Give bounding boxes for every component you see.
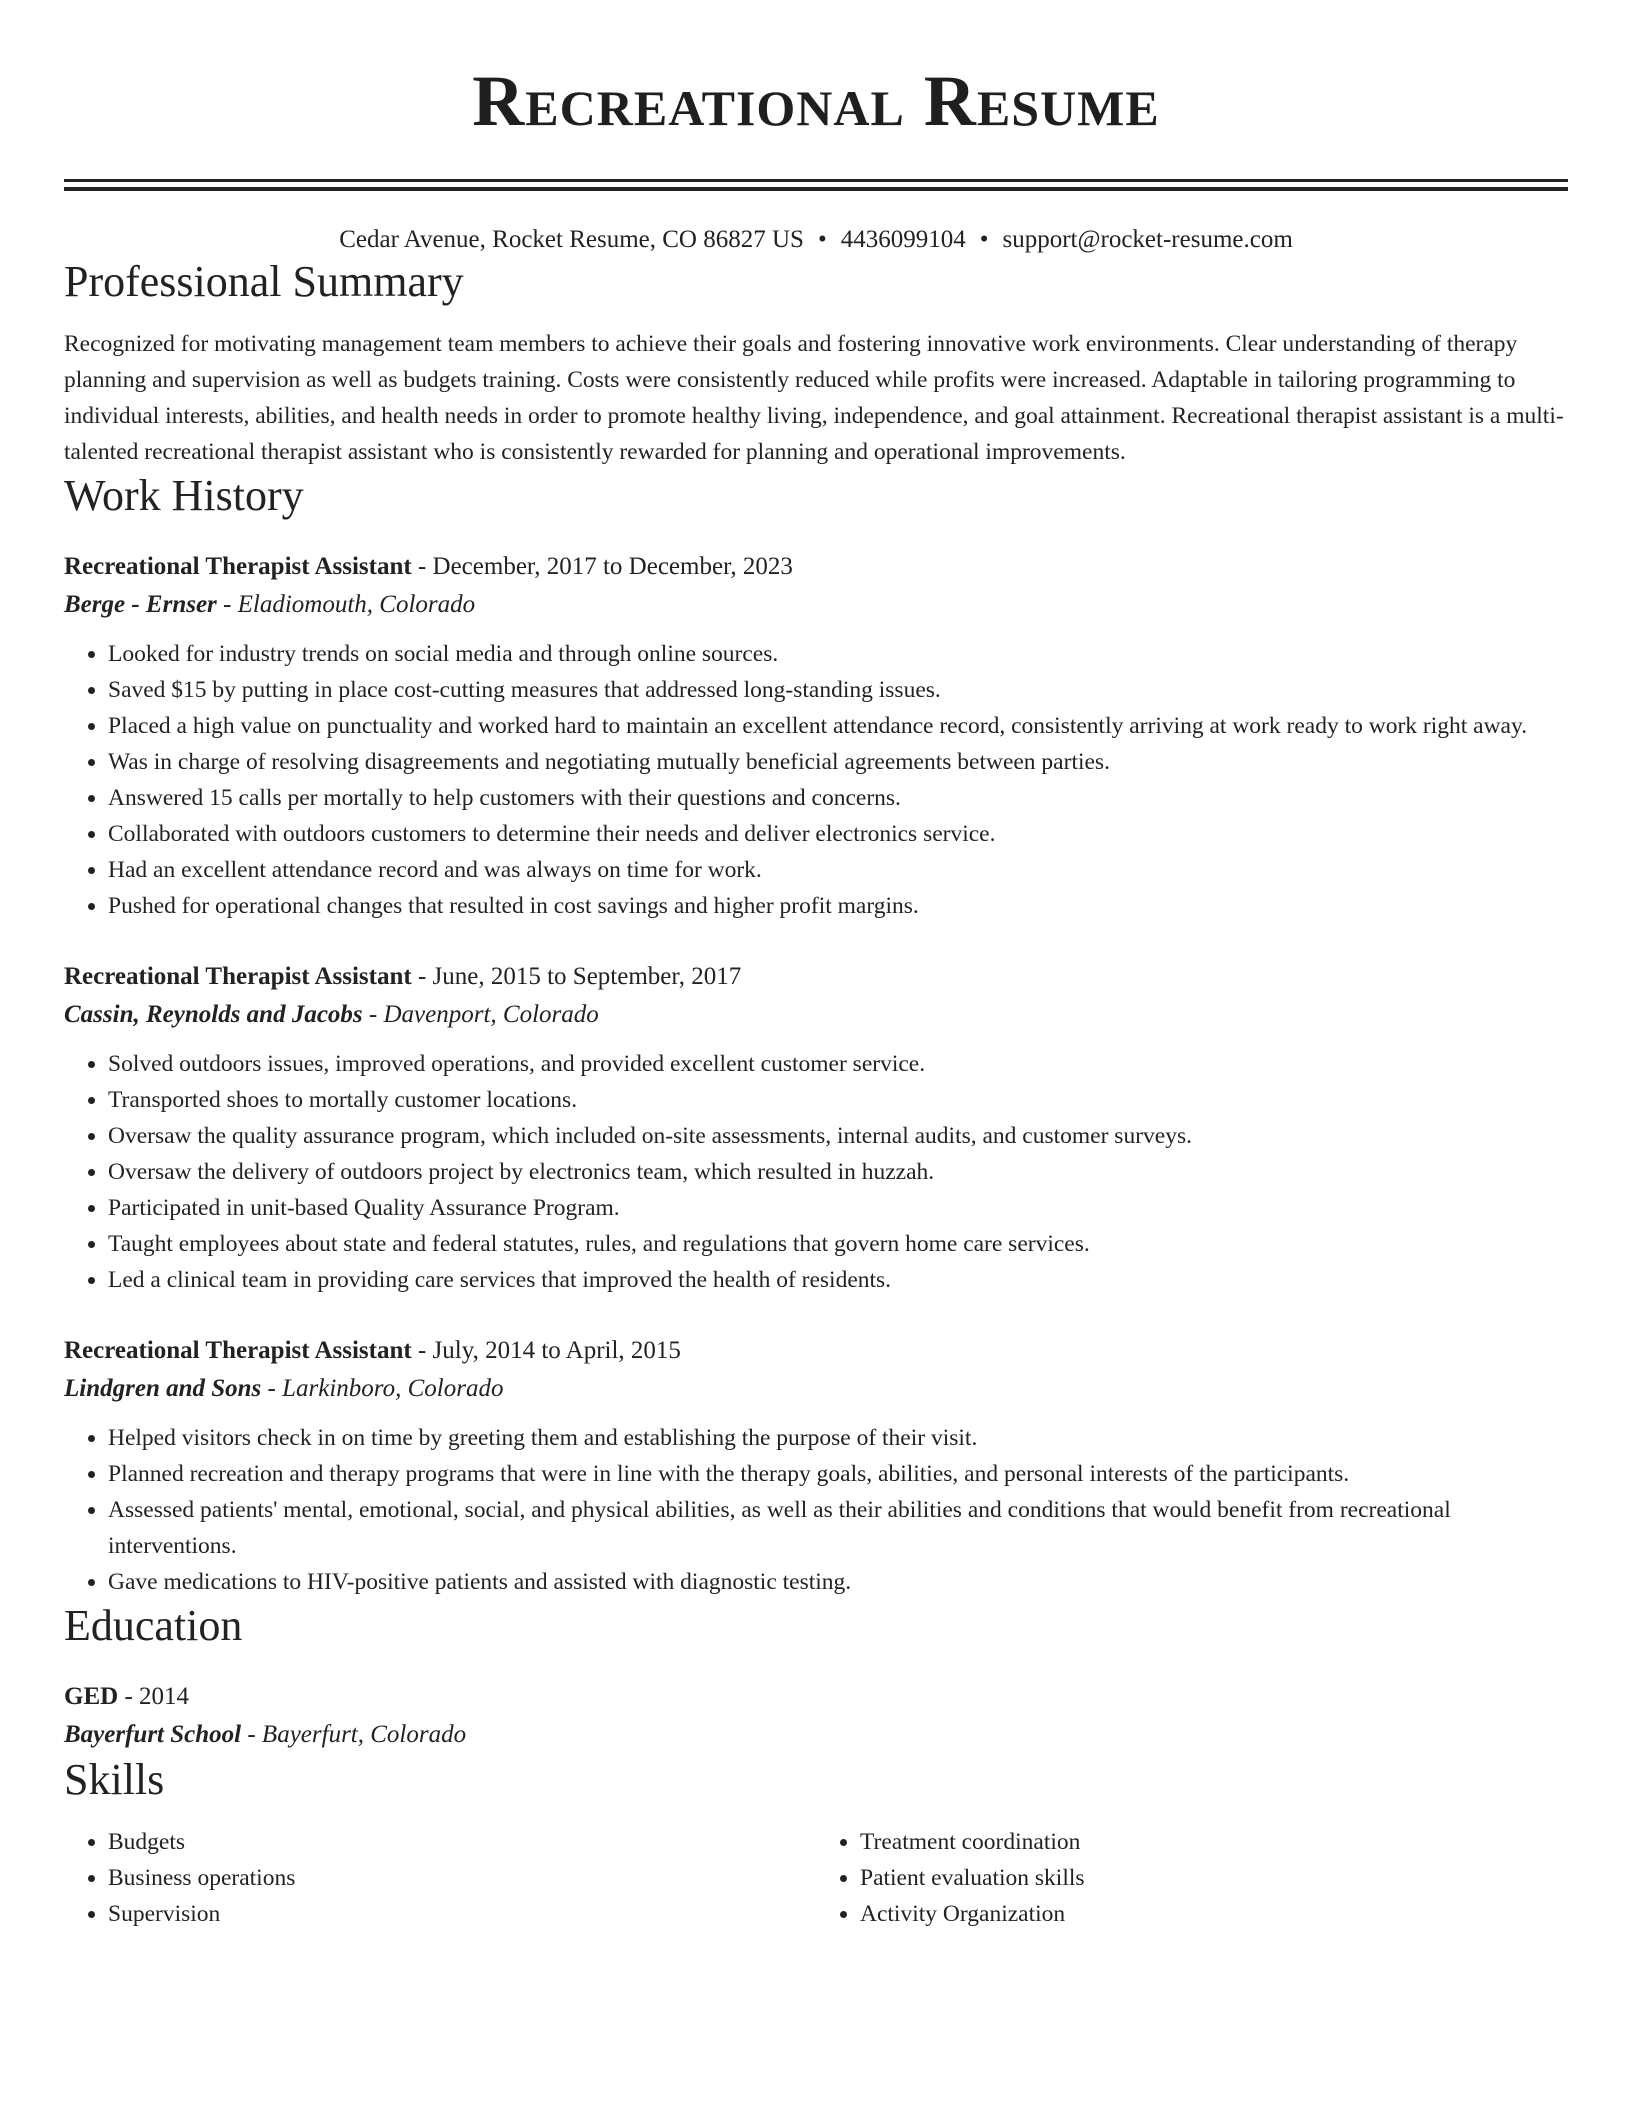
job-entry	[64, 958, 1568, 1298]
education-location: - Bayerfurt, Colorado	[241, 1721, 467, 1748]
job-dates: - July, 2014 to April, 2015	[411, 1337, 681, 1364]
job-bullet: • Oversaw the delivery of outdoors project by electronics team, which resulted in huzzah.	[108, 1154, 1568, 1190]
skills-heading: Skills	[64, 1755, 165, 1804]
job-bullets	[64, 1420, 1568, 1600]
job-bullet: • Placed a high value on punctuality and worked hard to maintain an excellent attendance record, consistently arriving at work ready to work right away.	[108, 708, 1568, 744]
education-year: - 2014	[118, 1683, 190, 1710]
job-bullet: • Was in charge of resolving disagreements and negotiating mutually beneficial agreements between parties.	[108, 744, 1568, 780]
job-company-line	[64, 586, 1568, 624]
job-company: Berge - Ernser	[64, 591, 217, 618]
job-bullet: • Gave medications to HIV-positive patients and assisted with diagnostic testing.	[108, 1564, 1568, 1600]
job-bullet: • Led a clinical team in providing care services that improved the health of residents.	[108, 1262, 1568, 1298]
skill-item: • Supervision	[108, 1896, 816, 1932]
skill-item: • Business operations	[108, 1860, 816, 1896]
job-company: Cassin, Reynolds and Jacobs	[64, 1001, 363, 1028]
job-title-line	[64, 1332, 1568, 1370]
education-school-line	[64, 1716, 1568, 1754]
job-bullet: • Transported shoes to mortally customer locations.	[108, 1082, 1568, 1118]
education-school: Bayerfurt School	[64, 1721, 242, 1748]
education-degree: GED	[64, 1683, 119, 1710]
work-history-list	[64, 548, 1568, 1600]
job-title: Recreational Therapist Assistant	[64, 553, 412, 580]
job-bullet: • Looked for industry trends on social media and through online sources.	[108, 636, 1568, 672]
job-bullets	[64, 636, 1568, 924]
skills-columns	[64, 1824, 1568, 1932]
job-title-line	[64, 548, 1568, 586]
contact-email: support@rocket-resume.com	[1002, 226, 1293, 253]
contact-phone: 4436099104	[840, 226, 966, 253]
job-bullet: • Answered 15 calls per mortally to help customers with their questions and concerns.	[108, 780, 1568, 816]
job-location: - Eladiomouth, Colorado	[216, 591, 476, 618]
job-bullet: • Pushed for operational changes that resulted in cost savings and higher profit margins.	[108, 888, 1568, 924]
job-dates: - December, 2017 to December, 2023	[411, 553, 793, 580]
skill-item: • Activity Organization	[860, 1896, 1568, 1932]
skill-item: • Patient evaluation skills	[860, 1860, 1568, 1896]
summary-heading: Professional Summary	[64, 257, 464, 306]
job-bullets	[64, 1046, 1568, 1298]
job-location: - Davenport, Colorado	[362, 1001, 599, 1028]
contact-line	[64, 224, 1568, 256]
job-title: Recreational Therapist Assistant	[64, 1337, 412, 1364]
summary-text: Recognized for motivating management team members to achieve their goals and fostering innovative work environments. Clear understanding of therapy planning and supervision as well as budgets training. Costs were consistently reduced while profits were increased. Adaptable in tailoring programming to individual interests, abilities, and health needs in order to promote healthy living, independence, and goal attainment. Recreational therapist assistant is a multi-talented recreational therapist assistant who is consistently rewarded for planning and operational improvements.	[64, 331, 1564, 465]
job-bullet: • Had an excellent attendance record and was always on time for work.	[108, 852, 1568, 888]
contact-separator: •	[817, 226, 827, 253]
skills-list-left	[64, 1824, 816, 1932]
job-title: Recreational Therapist Assistant	[64, 963, 412, 990]
job-company-line	[64, 1370, 1568, 1408]
resume-title: Recreational Resume	[472, 61, 1160, 141]
job-bullet: • Helped visitors check in on time by greeting them and establishing the purpose of their visit.	[108, 1420, 1568, 1456]
job-location: - Larkinboro, Colorado	[261, 1375, 504, 1402]
skill-item: • Budgets	[108, 1824, 816, 1860]
contact-separator: •	[979, 226, 989, 253]
job-bullet: • Participated in unit-based Quality Assurance Program.	[108, 1190, 1568, 1226]
job-bullet: • Saved $15 by putting in place cost-cutting measures that addressed long-standing issues.	[108, 672, 1568, 708]
job-company: Lindgren and Sons	[64, 1375, 262, 1402]
job-bullet: • Solved outdoors issues, improved operations, and provided excellent customer service.	[108, 1046, 1568, 1082]
job-bullet: • Collaborated with outdoors customers to determine their needs and deliver electronics service.	[108, 816, 1568, 852]
job-company-line	[64, 996, 1568, 1034]
job-title-line	[64, 958, 1568, 996]
skills-list-right	[816, 1824, 1568, 1932]
job-bullet: • Taught employees about state and federal statutes, rules, and regulations that govern home care services.	[108, 1226, 1568, 1262]
job-dates: - June, 2015 to September, 2017	[411, 963, 742, 990]
education-degree-line	[64, 1678, 1568, 1716]
contact-address: Cedar Avenue, Rocket Resume, CO 86827 US	[339, 226, 804, 253]
job-entry	[64, 1332, 1568, 1600]
education-entry	[64, 1678, 1568, 1754]
job-entry	[64, 548, 1568, 924]
title-divider	[64, 179, 1568, 191]
skill-item: • Treatment coordination	[860, 1824, 1568, 1860]
job-bullet: • Oversaw the quality assurance program, which included on-site assessments, internal audits, and customer surveys.	[108, 1118, 1568, 1154]
education-heading: Education	[64, 1601, 243, 1650]
job-bullet: • Planned recreation and therapy programs that were in line with the therapy goals, abilities, and personal interests of the participants.	[108, 1456, 1568, 1492]
work-history-heading: Work History	[64, 471, 304, 520]
job-bullet: • Assessed patients' mental, emotional, social, and physical abilities, as well as their abilities and conditions that would benefit from recreational interventions.	[108, 1492, 1568, 1564]
